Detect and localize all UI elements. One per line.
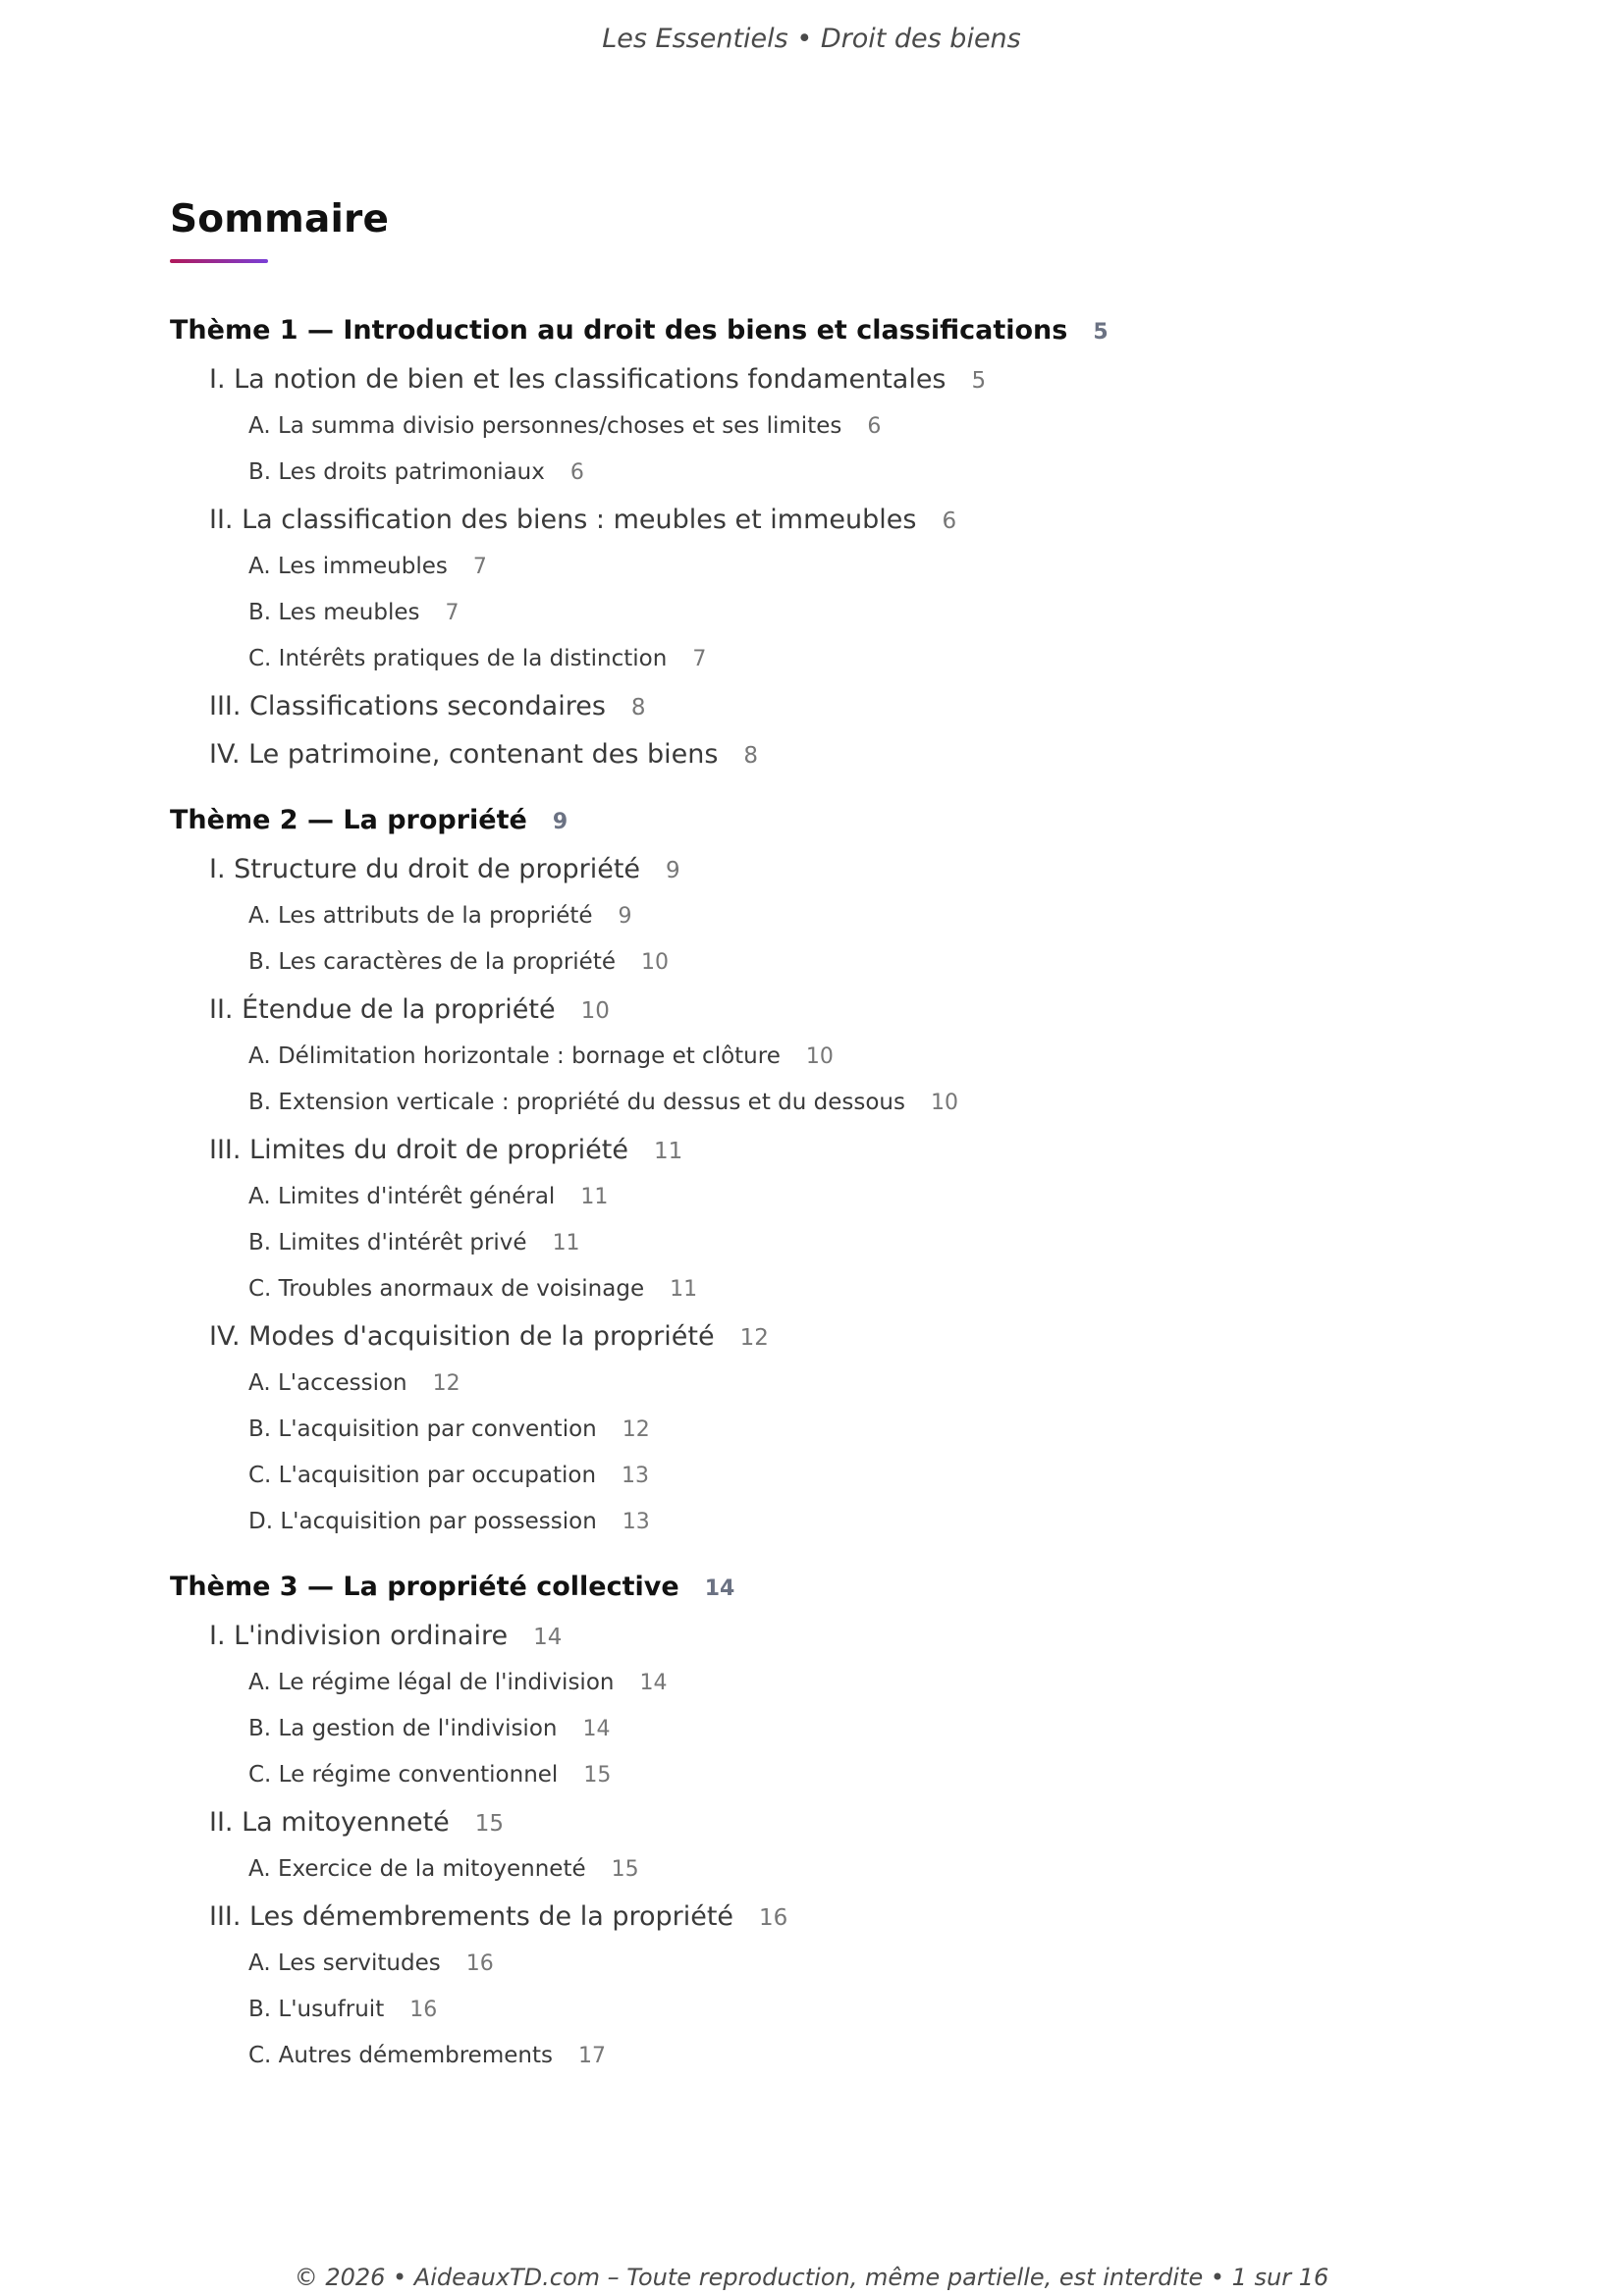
toc-section-entry[interactable]: [170, 355, 1466, 403]
toc-subsection-entry-page-number: 7: [692, 647, 707, 671]
toc-subsection-entry-label: B. L'usufruit: [248, 1997, 385, 2022]
toc-section-entry[interactable]: [170, 845, 1466, 893]
toc-subsection-entry-label: B. Extension verticale : propriété du dessus et du dessous: [248, 1090, 905, 1115]
toc-subsection-entry-page-number: 10: [805, 1044, 834, 1069]
toc-subsection-entry-label: A. La summa divisio personnes/choses et ses limites: [248, 413, 842, 439]
toc-subsection-entry[interactable]: [170, 1706, 1466, 1752]
toc-subsection-entry[interactable]: [170, 590, 1466, 636]
toc-subsection-entry-label: B. Limites d'intérêt privé: [248, 1230, 527, 1255]
toc-section-entry-page-number: 10: [580, 998, 610, 1024]
toc-subsection-entry[interactable]: [170, 1987, 1466, 2033]
toc-subsection-entry[interactable]: [170, 1361, 1466, 1407]
toc-section-entry-label: I. La notion de bien et les classifications fondamentales: [209, 364, 947, 395]
toc-subsection-entry[interactable]: [170, 1220, 1466, 1266]
toc-subsection-entry-label: C. Le régime conventionnel: [248, 1762, 559, 1788]
toc-subsection-entry-label: B. La gestion de l'indivision: [248, 1716, 558, 1741]
toc-subsection-entry[interactable]: [170, 2033, 1466, 2079]
toc-subsection-entry[interactable]: [170, 1266, 1466, 1312]
title-underline: [170, 259, 268, 263]
toc-section-entry[interactable]: [170, 1893, 1466, 1941]
toc-section-entry-page-number: 14: [533, 1625, 563, 1650]
table-of-contents: [170, 192, 1466, 2097]
page-header: Les Essentiels • Droit des biens: [602, 24, 1021, 54]
toc-subsection-entry-page-number: 13: [622, 1510, 650, 1534]
toc-section-entry-label: I. Structure du droit de propriété: [209, 854, 641, 884]
toc-subsection-entry[interactable]: [170, 636, 1466, 682]
toc-subsection-entry[interactable]: [170, 939, 1466, 986]
toc-section-entry-label: II. La mitoyenneté: [209, 1807, 450, 1838]
toc-subsection-entry-page-number: 12: [432, 1371, 460, 1396]
toc-subsection-entry-page-number: 10: [641, 950, 669, 975]
toc-theme-block: [170, 306, 1466, 778]
toc-section-entry-page-number: 8: [743, 743, 759, 769]
toc-section-entry-page-number: 5: [971, 368, 987, 394]
toc-subsection-entry-label: A. Exercice de la mitoyenneté: [248, 1856, 586, 1882]
toc-subsection-entry-page-number: 11: [552, 1231, 580, 1255]
toc-section-entry[interactable]: [170, 496, 1466, 544]
toc-subsection-entry-page-number: 6: [867, 414, 882, 439]
toc-section-entry-label: III. Classifications secondaires: [209, 691, 606, 721]
toc-subsection-entry-label: C. Troubles anormaux de voisinage: [248, 1276, 645, 1302]
toc-theme-block: [170, 1563, 1466, 2079]
toc-section-entry-label: IV. Le patrimoine, contenant des biens: [209, 739, 719, 770]
page-footer: © 2026 • AideauxTD.com – Toute reproduction, même partielle, est interdite • 1 sur 16: [294, 2264, 1329, 2291]
toc-theme-entry-label: Thème 3 — La propriété collective: [170, 1572, 679, 1602]
toc-subsection-entry-page-number: 7: [445, 601, 460, 625]
toc-subsection-entry-label: D. L'acquisition par possession: [248, 1509, 597, 1534]
toc-subsection-entry-label: A. Délimitation horizontale : bornage et clôture: [248, 1043, 781, 1069]
toc-subsection-entry[interactable]: [170, 544, 1466, 590]
toc-subsection-entry-label: A. Les attributs de la propriété: [248, 903, 593, 929]
toc-section-entry[interactable]: [170, 1126, 1466, 1174]
toc-section-entry-page-number: 8: [630, 695, 646, 721]
toc-subsection-entry-label: C. Intérêts pratiques de la distinction: [248, 646, 668, 671]
toc-subsection-entry[interactable]: [170, 1034, 1466, 1080]
toc-subsection-entry[interactable]: [170, 1660, 1466, 1706]
toc-theme-block: [170, 796, 1466, 1545]
toc-section-entry-page-number: 9: [666, 858, 680, 883]
toc-subsection-entry-label: B. Les meubles: [248, 600, 420, 625]
toc-subsection-entry-page-number: 7: [472, 555, 487, 579]
toc-section-entry[interactable]: [170, 1312, 1466, 1361]
toc-subsection-entry-page-number: 9: [618, 904, 632, 929]
toc-subsection-entry[interactable]: [170, 403, 1466, 450]
toc-theme-entry[interactable]: [170, 796, 1466, 845]
toc-subsection-entry[interactable]: [170, 1174, 1466, 1220]
toc-section-entry[interactable]: [170, 682, 1466, 730]
toc-subsection-entry-label: B. Les droits patrimoniaux: [248, 459, 545, 485]
toc-subsection-entry-page-number: 16: [409, 1998, 438, 2022]
toc-subsection-entry-page-number: 14: [582, 1717, 611, 1741]
toc-section-entry-page-number: 15: [474, 1811, 505, 1837]
toc-theme-entry-label: Thème 2 — La propriété: [170, 805, 527, 835]
toc-subsection-entry-page-number: 14: [639, 1671, 668, 1695]
toc-section-entry-page-number: 12: [739, 1325, 769, 1351]
toc-section-entry[interactable]: [170, 730, 1466, 778]
toc-section-entry[interactable]: [170, 986, 1466, 1034]
toc-theme-entry[interactable]: [170, 306, 1466, 355]
toc-subsection-entry-page-number: 17: [577, 2044, 606, 2068]
toc-theme-entry-label: Thème 1 — Introduction au droit des biens et classifications: [170, 315, 1068, 346]
toc-section-entry-label: IV. Modes d'acquisition de la propriété: [209, 1321, 715, 1352]
toc-subsection-entry-page-number: 11: [580, 1185, 609, 1209]
toc-subsection-entry-label: C. Autres démembrements: [248, 2043, 553, 2068]
toc-subsection-entry[interactable]: [170, 450, 1466, 496]
toc-theme-entry-page-number: 14: [704, 1576, 735, 1601]
toc-subsection-entry[interactable]: [170, 1752, 1466, 1798]
toc-section-entry-label: II. Étendue de la propriété: [209, 994, 556, 1025]
toc-theme-entry-page-number: 5: [1093, 320, 1109, 345]
toc-subsection-entry-page-number: 10: [931, 1091, 958, 1115]
toc-section-entry[interactable]: [170, 1798, 1466, 1846]
toc-subsection-entry-page-number: 11: [670, 1277, 698, 1302]
toc-subsection-entry[interactable]: [170, 1407, 1466, 1453]
toc-subsection-entry[interactable]: [170, 1080, 1466, 1126]
toc-subsection-entry-page-number: 15: [611, 1857, 639, 1882]
toc-section-entry-label: I. L'indivision ordinaire: [209, 1621, 509, 1651]
toc-subsection-entry-page-number: 12: [622, 1417, 650, 1442]
toc-subsection-entry[interactable]: [170, 1941, 1466, 1987]
toc-subsection-entry-page-number: 13: [622, 1464, 650, 1488]
toc-section-entry-page-number: 6: [942, 508, 957, 534]
toc-section-entry[interactable]: [170, 1612, 1466, 1660]
toc-section-entry-page-number: 16: [759, 1905, 788, 1931]
toc-section-entry-page-number: 11: [653, 1139, 683, 1164]
toc-title: Sommaire: [170, 197, 390, 241]
toc-subsection-entry-label: A. Les immeubles: [248, 554, 448, 579]
toc-subsection-entry-label: A. Le régime légal de l'indivision: [248, 1670, 615, 1695]
toc-list: [170, 306, 1466, 2079]
toc-section-entry-label: III. Les démembrements de la propriété: [209, 1901, 734, 1932]
toc-subsection-entry-page-number: 6: [569, 460, 584, 485]
toc-subsection-entry-label: B. Les caractères de la propriété: [248, 949, 616, 975]
toc-subsection-entry[interactable]: [170, 1453, 1466, 1499]
toc-subsection-entry[interactable]: [170, 1499, 1466, 1545]
toc-subsection-entry-page-number: 16: [465, 1951, 494, 1976]
toc-section-entry-label: II. La classification des biens : meubles et immeubles: [209, 505, 917, 535]
toc-section-entry-label: III. Limites du droit de propriété: [209, 1135, 628, 1165]
toc-theme-entry-page-number: 9: [552, 810, 568, 834]
toc-subsection-entry-label: B. L'acquisition par convention: [248, 1416, 597, 1442]
toc-theme-entry[interactable]: [170, 1563, 1466, 1612]
toc-subsection-entry-label: C. L'acquisition par occupation: [248, 1463, 597, 1488]
toc-subsection-entry-page-number: 15: [583, 1763, 612, 1788]
toc-subsection-entry-label: A. Les servitudes: [248, 1950, 441, 1976]
toc-subsection-entry-label: A. Limites d'intérêt général: [248, 1184, 556, 1209]
toc-subsection-entry-label: A. L'accession: [248, 1370, 407, 1396]
toc-subsection-entry[interactable]: [170, 893, 1466, 939]
toc-subsection-entry[interactable]: [170, 1846, 1466, 1893]
